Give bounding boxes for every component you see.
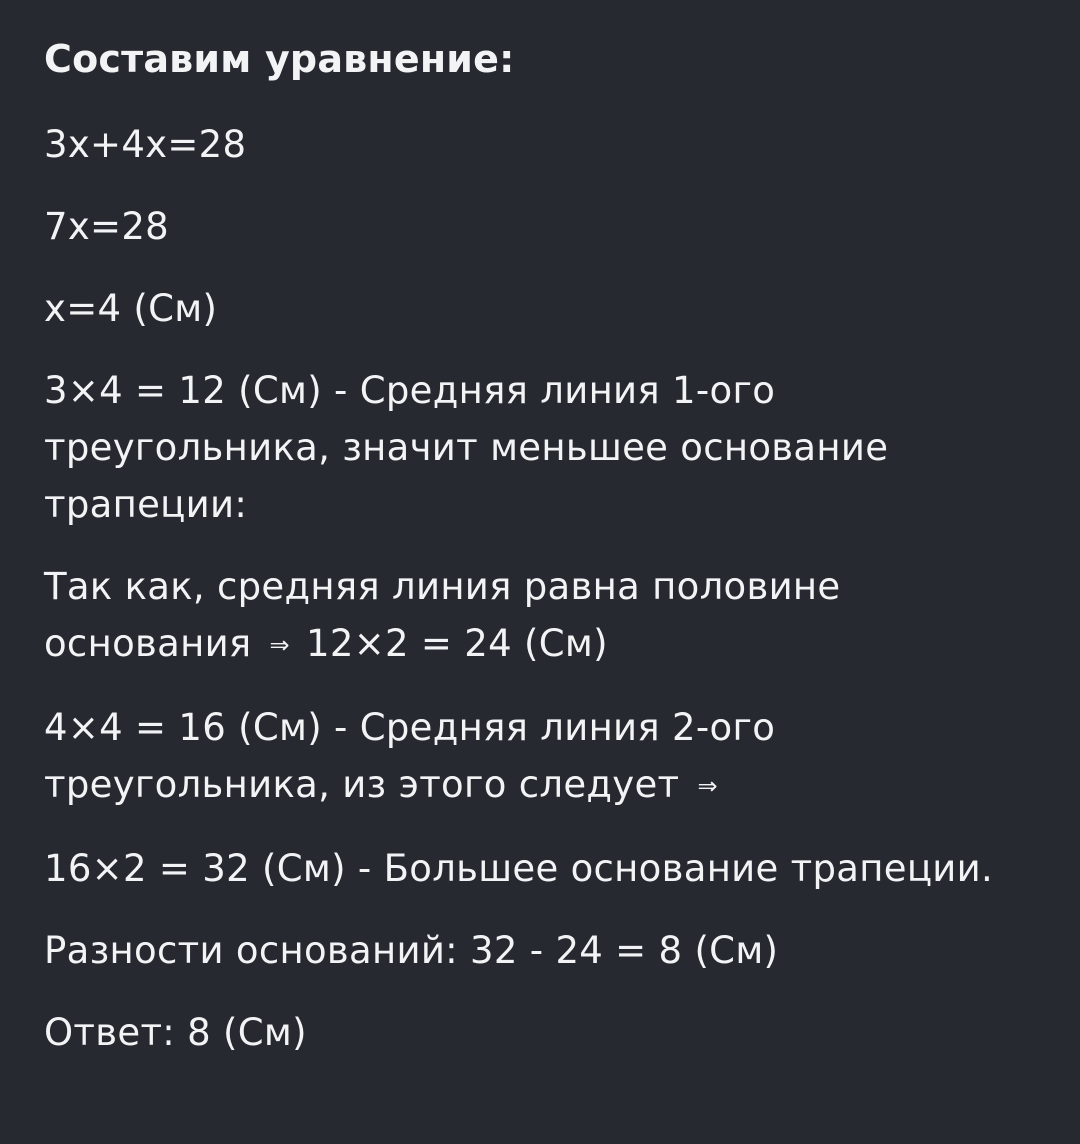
- equation-line-3: x=4 (См): [44, 287, 218, 330]
- implies-arrow-icon: ⇒: [269, 631, 290, 659]
- implies-arrow-icon: ⇒: [697, 772, 718, 800]
- equation-line-2: 7x=28: [44, 205, 170, 248]
- base-calculation-paragraph: [44, 558, 1036, 674]
- midline-2-paragraph: [44, 699, 1036, 815]
- base-result: 12×2 = 24 (См): [306, 622, 608, 665]
- equation-line-1: 3x+4x=28: [44, 123, 247, 166]
- answer-line: Ответ: 8 (См): [44, 1011, 307, 1054]
- midline-1-paragraph: 3×4 = 12 (См) - Средняя линия 1-ого треугольника, значит меньшее основание трапеции:: [44, 369, 889, 526]
- midline-2-text: 4×4 = 16 (См) - Средняя линия 2-ого треугольника, из этого следует: [44, 706, 776, 806]
- larger-base-paragraph: 16×2 = 32 (См) - Большее основание трапеции.: [44, 847, 994, 890]
- heading: Составим уравнение:: [44, 37, 515, 81]
- difference-line: Разности оснований: 32 - 24 = 8 (См): [44, 929, 779, 972]
- base-text: Так как, средняя линия равна половине основания: [44, 565, 841, 665]
